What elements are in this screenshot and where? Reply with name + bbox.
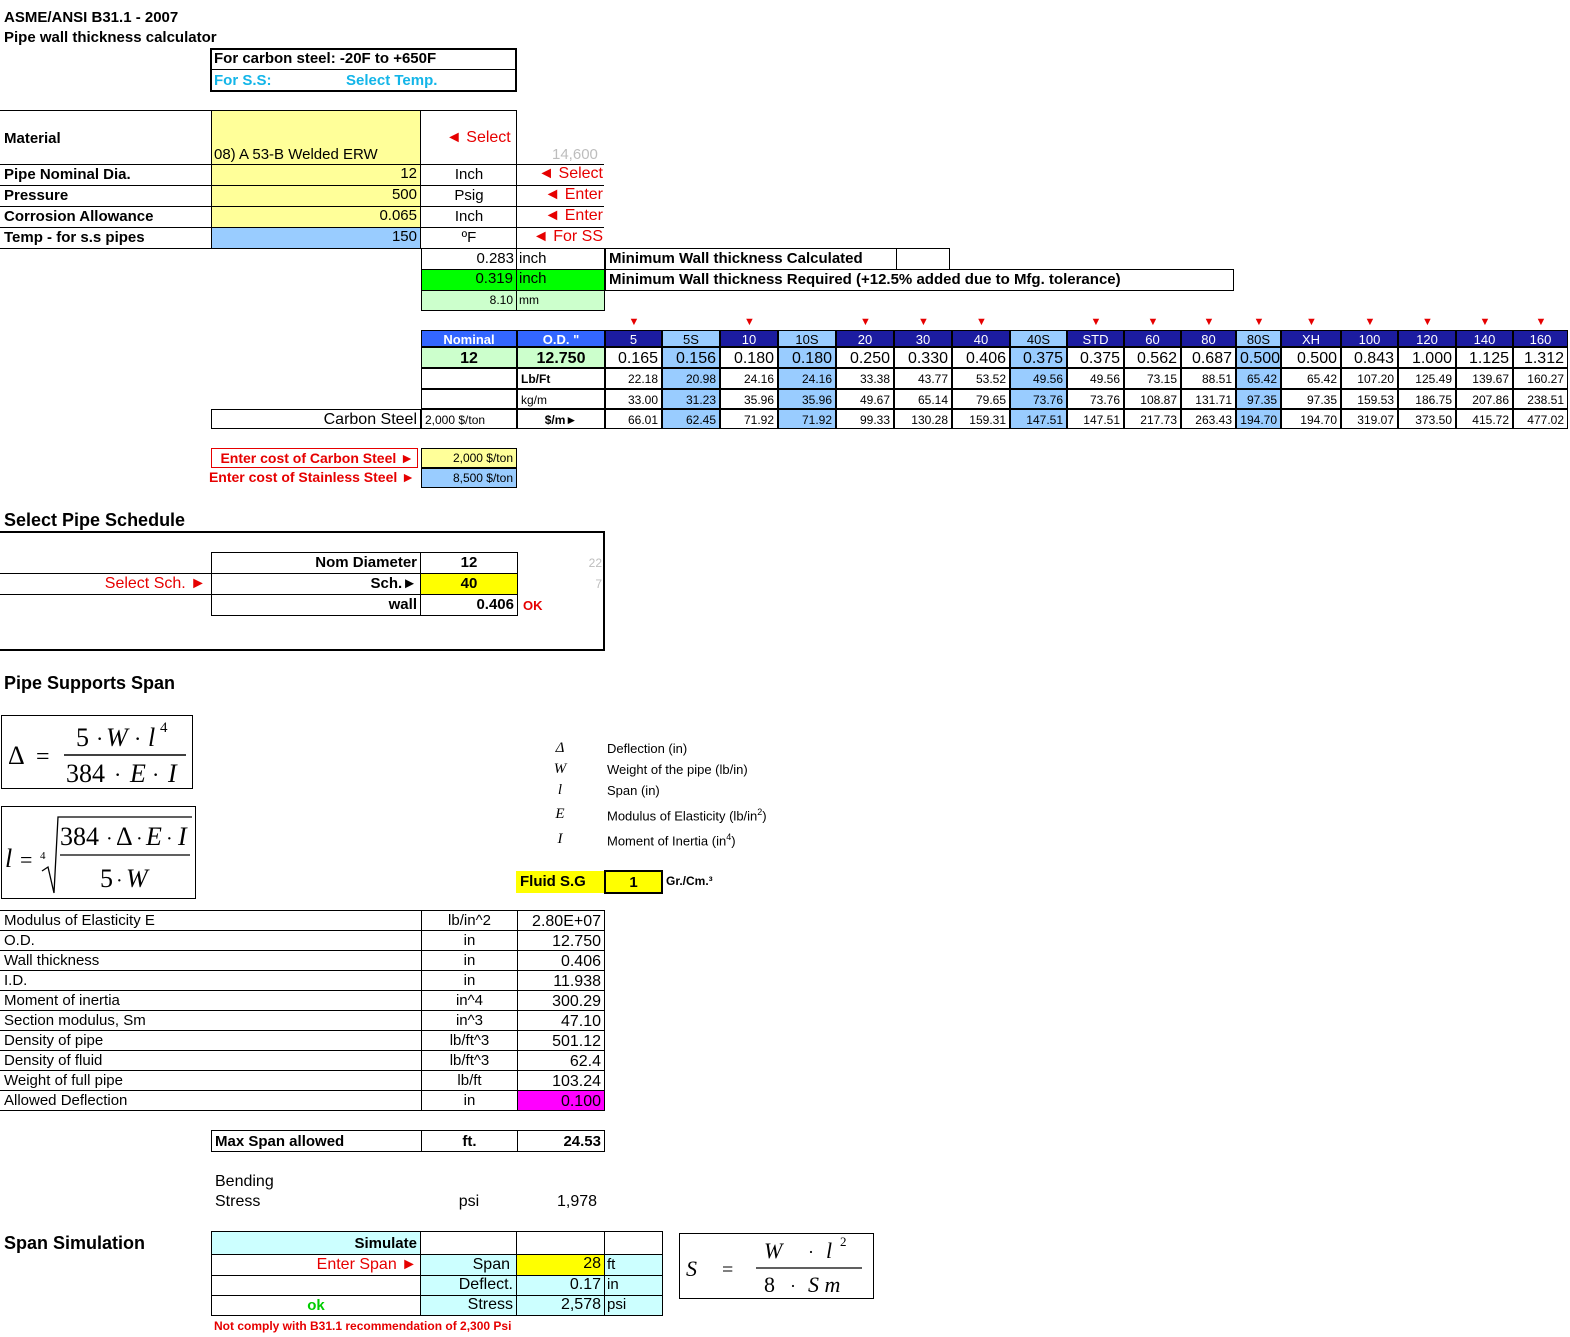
property-label: Allowed Deflection: [4, 1092, 128, 1109]
kgm-cell: 131.71: [1181, 389, 1236, 409]
legend-symbol: Δ: [555, 740, 565, 756]
divider: [212, 1295, 420, 1296]
kgm-cell: 186.75: [1398, 389, 1456, 409]
wall-cell: 0.250: [836, 347, 894, 368]
schedule-marker-icon: ▼: [918, 316, 929, 328]
wall-cell: 1.312: [1513, 347, 1568, 368]
schedule-header-80S: 80S: [1236, 330, 1281, 347]
lbft-cell: 125.49: [1398, 368, 1456, 389]
schedule-marker-icon: ▼: [628, 316, 640, 328]
property-value: 47.10: [517, 1010, 605, 1031]
bending-unit: psi: [458, 1193, 480, 1210]
fluid-sg-label: Fluid S.G: [516, 871, 604, 893]
temp-input[interactable]: 150: [211, 228, 421, 248]
schedule-header-STD: STD: [1067, 330, 1124, 347]
lbft-cell: 65.42: [1281, 368, 1341, 389]
cost-cell: 71.92: [778, 409, 836, 429]
schedule-header-120: 120: [1398, 330, 1456, 347]
legend-description: Deflection (in): [607, 741, 688, 756]
corrosion-enter-hint: ◄ Enter: [544, 207, 603, 224]
property-value[interactable]: 0.100: [517, 1090, 605, 1111]
empty-cell: [421, 368, 517, 389]
pressure-label: Pressure: [4, 187, 69, 204]
dia-unit: Inch: [454, 166, 484, 183]
max-span-value: 24.53: [517, 1130, 605, 1152]
legend-symbol: E: [555, 806, 565, 822]
schedule-marker-icon: ▼: [976, 316, 987, 328]
sch-select[interactable]: 40: [421, 574, 517, 594]
cost-cell: 373.50: [1398, 409, 1456, 429]
cost-cell: 147.51: [1067, 409, 1124, 429]
svg-text:·: ·: [116, 870, 123, 892]
wall-cell: 0.375: [1010, 347, 1067, 368]
divider: [604, 1232, 605, 1254]
kgm-cell: 49.67: [836, 389, 894, 409]
wall-label: wall: [388, 596, 417, 613]
corrosion-input[interactable]: 0.065: [211, 207, 421, 227]
max-span-label: Max Span allowed: [211, 1130, 422, 1152]
select-schedule-heading: Select Pipe Schedule: [4, 510, 186, 530]
sch-label: Sch.►: [370, 575, 417, 592]
wall-cell: 0.165: [605, 347, 662, 368]
cost-cell: 147.51: [1010, 409, 1067, 429]
sim-span-input[interactable]: 28: [517, 1255, 604, 1275]
min-wall-mm-unit: mm: [517, 291, 604, 310]
schedule-marker-icon: ▼: [744, 316, 755, 328]
wall-cell: 0.330: [894, 347, 952, 368]
cost-cell: 194.70: [1281, 409, 1341, 429]
divider: [212, 69, 515, 70]
divider: [0, 594, 518, 595]
divider: [516, 165, 517, 248]
schedule-header-60: 60: [1124, 330, 1181, 347]
wall-cell: 0.180: [778, 347, 836, 368]
svg-text:·: ·: [96, 726, 104, 751]
cost-rate: 2,000 $/ton: [421, 409, 517, 429]
kgm-cell: 65.14: [894, 389, 952, 409]
pressure-unit: Psig: [454, 187, 484, 204]
schedule-header-40S: 40S: [1010, 330, 1067, 347]
temp-label: Temp - for s.s pipes: [4, 229, 145, 246]
property-value: 501.12: [517, 1030, 605, 1051]
cost-cell: 66.01: [605, 409, 662, 429]
legend-description: Weight of the pipe (lb/in): [607, 762, 748, 777]
empty-cell: [896, 248, 950, 270]
min-wall-calc-unit: inch: [519, 250, 547, 267]
sim-stress-label: Stress: [467, 1296, 513, 1313]
svg-text:Δ: Δ: [8, 741, 25, 770]
ss-temp-select[interactable]: Select Temp.: [346, 72, 438, 89]
bending-label-2: Stress: [215, 1193, 261, 1210]
nominal-value: 12: [421, 347, 517, 368]
property-unit: lb/in^2: [421, 910, 517, 931]
property-label: Modulus of Elasticity E: [4, 912, 155, 929]
lbft-cell: 73.15: [1124, 368, 1181, 389]
kgm-label: kg/m: [517, 389, 605, 409]
svg-text:·: ·: [106, 828, 113, 850]
sim-warning: Not comply with B31.1 recommendation of 2,300 Psi: [214, 1319, 512, 1333]
property-value: 2.80E+07: [517, 910, 605, 931]
sim-stress-unit: psi: [607, 1296, 627, 1313]
deflection-formula-svg: [2, 716, 194, 790]
kgm-cell: 207.86: [1456, 389, 1513, 409]
cost-cell: 62.45: [662, 409, 720, 429]
ss-label: For S.S:: [214, 72, 272, 89]
wall-value: 0.406: [476, 596, 514, 613]
schedule-marker-icon: ▼: [1253, 316, 1265, 328]
svg-text:E: E: [130, 759, 146, 788]
min-wall-mm-value: 8.10: [422, 291, 516, 310]
bending-value: 1,978: [557, 1193, 598, 1210]
property-label: Section modulus, Sm: [4, 1012, 146, 1029]
simulate-label: Simulate: [354, 1235, 417, 1252]
cost-cell: 130.28: [894, 409, 952, 429]
od-value: 12.750: [517, 347, 605, 368]
wall-cell: 0.406: [952, 347, 1010, 368]
lbft-cell: 24.16: [778, 368, 836, 389]
lbft-cell: 33.38: [836, 368, 894, 389]
schedule-marker-icon: ▼: [1306, 316, 1317, 328]
property-unit: in^4: [421, 990, 517, 1011]
dia-select-hint: ◄ Select: [538, 165, 603, 182]
property-unit: in^3: [421, 1010, 517, 1031]
property-value: 11.938: [517, 970, 605, 991]
min-wall-req-label: Minimum Wall thickness Required (+12.5% added due to Mfg. tolerance): [605, 269, 1234, 291]
divider: [516, 111, 517, 164]
schedule-header-140: 140: [1456, 330, 1513, 347]
fluid-sg-unit: Gr./Cm.³: [666, 874, 713, 888]
page-title: ASME/ANSI B31.1 - 2007: [4, 9, 179, 26]
legend-description: Modulus of Elasticity $(lb/in^2)$: [607, 807, 767, 824]
temp-for-ss-hint: ◄ For SS: [532, 228, 603, 245]
min-wall-calc-label: Minimum Wall thickness Calculated: [605, 248, 897, 270]
dia-input[interactable]: 12: [211, 165, 421, 185]
svg-text:4: 4: [160, 720, 168, 736]
schedule-header-10S: 10S: [778, 330, 836, 347]
lbft-cell: 49.56: [1067, 368, 1124, 389]
corrosion-label: Corrosion Allowance: [4, 208, 154, 225]
property-value: 103.24: [517, 1070, 605, 1091]
property-value: 62.4: [517, 1050, 605, 1071]
schedule-marker-icon: ▼: [1479, 316, 1491, 328]
kgm-cell: 31.23: [662, 389, 720, 409]
sim-deflect-label: Deflect.: [458, 1276, 513, 1293]
svg-text:5: 5: [100, 864, 113, 893]
lbft-cell: 65.42: [1236, 368, 1281, 389]
empty-cell: [421, 1232, 516, 1254]
cost-cell: 263.43: [1181, 409, 1236, 429]
divider: [212, 1275, 420, 1276]
property-label: Weight of full pipe: [4, 1072, 123, 1089]
schedule-header-XH: XH: [1281, 330, 1341, 347]
svg-text:l: l: [5, 844, 13, 873]
schedule-header-40: 40: [952, 330, 1010, 347]
svg-text:E: E: [146, 822, 162, 851]
span-formula: [1, 806, 196, 899]
cs-cost-input[interactable]: 2,000 $/ton: [421, 448, 517, 468]
fluid-sg-input[interactable]: 1: [604, 870, 663, 894]
span-formula-svg: [2, 807, 197, 900]
legend-symbol: l: [557, 782, 563, 798]
dia-label: Pipe Nominal Dia.: [4, 166, 131, 183]
svg-text:=: =: [20, 847, 33, 872]
sim-stress-value: 2,578: [560, 1296, 601, 1313]
kgm-cell: 238.51: [1513, 389, 1568, 409]
lbft-cell: 24.16: [720, 368, 778, 389]
stress-formula: [679, 1233, 874, 1299]
property-unit: lb/ft^3: [421, 1050, 517, 1071]
property-unit: in: [421, 930, 517, 951]
bending-label-1: Bending: [215, 1173, 274, 1190]
lbft-cell: 53.52: [952, 368, 1010, 389]
empty-cell: [421, 389, 517, 409]
property-unit: lb/ft^3: [421, 1030, 517, 1051]
empty-cell: [517, 1232, 663, 1254]
kgm-cell: 33.00: [605, 389, 662, 409]
svg-text:S m: S m: [808, 1272, 841, 1297]
svg-text:4: 4: [40, 850, 46, 862]
cost-cell: 99.33: [836, 409, 894, 429]
svg-text:·: ·: [808, 1242, 814, 1262]
property-unit: lb/ft: [421, 1070, 517, 1091]
schedule-header-5: 5: [605, 330, 662, 347]
svg-text:=: =: [36, 744, 50, 770]
property-unit: in: [421, 970, 517, 991]
schedule-header-80: 80: [1181, 330, 1236, 347]
pressure-enter-hint: ◄ Enter: [544, 186, 603, 203]
svg-text:·: ·: [136, 828, 143, 850]
kgm-cell: 73.76: [1010, 389, 1067, 409]
svg-text:8: 8: [764, 1272, 775, 1297]
ss-cost-label: Enter cost of Stainless Steel ►: [208, 469, 415, 485]
schedule-header-30: 30: [894, 330, 952, 347]
kgm-cell: 108.87: [1124, 389, 1181, 409]
sim-deflect-unit: in: [607, 1276, 619, 1293]
kgm-cell: 97.35: [1236, 389, 1281, 409]
property-label: O.D.: [4, 932, 35, 949]
kgm-cell: 73.76: [1067, 389, 1124, 409]
svg-text:384: 384: [66, 759, 105, 788]
schedule-marker-icon: ▼: [1364, 316, 1376, 328]
lbft-cell: 88.51: [1181, 368, 1236, 389]
schedule-header-5S: 5S: [662, 330, 720, 347]
min-wall-req-unit: inch: [517, 270, 604, 290]
material-select-hint: ◄ Select: [446, 129, 511, 146]
lbft-cell: 22.18: [605, 368, 662, 389]
property-label: Density of pipe: [4, 1032, 104, 1049]
lbft-cell: 160.27: [1513, 368, 1568, 389]
property-label: Wall thickness: [4, 952, 100, 969]
wall-cell: 0.156: [662, 347, 720, 368]
nom-aux-value: 22: [588, 556, 602, 570]
svg-text:·: ·: [152, 762, 160, 787]
temp-unit: ºF: [461, 229, 477, 246]
schedule-header-10: 10: [720, 330, 778, 347]
wall-cell: 0.843: [1341, 347, 1398, 368]
property-unit: in: [421, 1090, 517, 1111]
svg-text:·: ·: [790, 1276, 796, 1296]
lbft-cell: 107.20: [1341, 368, 1398, 389]
svg-text:I: I: [168, 759, 177, 788]
min-wall-calc-value: 0.283: [476, 250, 514, 267]
select-sch-hint: Select Sch. ►: [104, 575, 206, 592]
svg-text:W: W: [126, 864, 148, 893]
schedule-marker-icon: ▼: [1422, 316, 1433, 328]
schedule-header-100: 100: [1341, 330, 1398, 347]
lbft-cell: 49.56: [1010, 368, 1067, 389]
pressure-input[interactable]: 500: [211, 186, 421, 206]
svg-text:W: W: [106, 723, 128, 752]
cost-cell: 194.70: [1236, 409, 1281, 429]
wall-cell: 0.687: [1181, 347, 1236, 368]
legend-description: Span (in): [607, 783, 660, 798]
property-label: Density of fluid: [4, 1052, 103, 1069]
stress-formula-svg: [680, 1234, 875, 1300]
schedule-marker-icon: ▼: [1090, 316, 1102, 328]
allowable-stress: 14,600: [552, 146, 598, 163]
lbft-label: Lb/Ft: [517, 368, 605, 389]
nom-diameter-label: Nom Diameter: [315, 554, 417, 571]
sch-aux-value: 7: [595, 577, 602, 591]
schedule-header-20: 20: [836, 330, 894, 347]
corrosion-unit: Inch: [454, 208, 484, 225]
carbon-steel-label: Carbon Steel: [211, 409, 421, 429]
wall-cell: 0.500: [1281, 347, 1341, 368]
deflection-formula: [1, 715, 193, 789]
nom-diameter-value: 12: [460, 554, 478, 571]
page-subtitle: Pipe wall thickness calculator: [4, 29, 217, 46]
wall-cell: 1.125: [1456, 347, 1513, 368]
schedule-header-160: 160: [1513, 330, 1568, 347]
min-wall-req-value: 0.319: [422, 270, 516, 290]
svg-text:·: ·: [166, 828, 173, 850]
sim-deflect-value: 0.17: [569, 1276, 601, 1293]
cs-cost-label: Enter cost of Carbon Steel ►: [211, 448, 418, 468]
kgm-cell: 79.65: [952, 389, 1010, 409]
kgm-cell: 97.35: [1281, 389, 1341, 409]
enter-span-hint: Enter Span ►: [316, 1256, 417, 1273]
lbft-cell: 139.67: [1456, 368, 1513, 389]
schedule-marker-icon: ▼: [1535, 316, 1547, 328]
property-unit: in: [421, 950, 517, 971]
od-header: O.D. ": [517, 330, 605, 347]
svg-text:5: 5: [76, 723, 89, 752]
property-label: I.D.: [4, 972, 28, 989]
wall-cell: 1.000: [1398, 347, 1456, 368]
wall-status: OK: [523, 598, 543, 613]
material-label: Material: [4, 130, 61, 147]
carbon-steel-temp-range: For carbon steel: -20F to +650F: [214, 50, 437, 67]
material-select[interactable]: 08) A 53-B Welded ERW: [214, 146, 378, 163]
cost-unit: $/m►: [517, 409, 605, 429]
wall-cell: 0.500: [1236, 347, 1281, 368]
wall-cell: 0.375: [1067, 347, 1124, 368]
legend-description: Moment of Inertia $(in^4)$: [607, 832, 736, 849]
sim-status: ok: [307, 1297, 325, 1314]
property-label: Moment of inertia: [4, 992, 120, 1009]
svg-text:l: l: [826, 1238, 833, 1263]
property-value: 12.750: [517, 930, 605, 951]
svg-text:S: S: [686, 1256, 697, 1281]
max-span-unit: ft.: [421, 1130, 518, 1152]
simulation-heading: Span Simulation: [4, 1233, 146, 1253]
cost-cell: 477.02: [1513, 409, 1568, 429]
legend-symbol: W: [553, 761, 567, 777]
cost-cell: 319.07: [1341, 409, 1398, 429]
supports-heading: Pipe Supports Span: [4, 673, 176, 693]
svg-text:I: I: [178, 822, 187, 851]
kgm-cell: 159.53: [1341, 389, 1398, 409]
svg-text:·: ·: [114, 762, 122, 787]
cost-cell: 71.92: [720, 409, 778, 429]
sim-span-unit: ft: [607, 1256, 616, 1273]
nominal-header: Nominal: [421, 330, 517, 347]
wall-cell: 0.180: [720, 347, 778, 368]
ss-cost-input[interactable]: 8,500 $/ton: [421, 468, 517, 488]
schedule-marker-icon: ▼: [860, 316, 871, 328]
svg-text:W: W: [764, 1238, 783, 1263]
kgm-cell: 35.96: [778, 389, 836, 409]
sim-span-label: Span: [472, 1256, 510, 1273]
schedule-marker-icon: ▼: [1203, 316, 1215, 328]
svg-text:2: 2: [840, 1234, 847, 1249]
cost-cell: 415.72: [1456, 409, 1513, 429]
kgm-cell: 35.96: [720, 389, 778, 409]
lbft-cell: 20.98: [662, 368, 720, 389]
wall-cell: 0.562: [1124, 347, 1181, 368]
svg-text:Δ: Δ: [116, 822, 133, 851]
lbft-cell: 43.77: [894, 368, 952, 389]
svg-text:384: 384: [60, 822, 99, 851]
cost-cell: 217.73: [1124, 409, 1181, 429]
svg-text:=: =: [722, 1259, 734, 1281]
cost-cell: 159.31: [952, 409, 1010, 429]
svg-text:l: l: [148, 723, 156, 752]
legend-symbol: I: [557, 831, 563, 847]
svg-text:·: ·: [134, 726, 142, 751]
schedule-marker-icon: ▼: [1147, 316, 1159, 328]
property-value: 0.406: [517, 950, 605, 971]
property-value: 300.29: [517, 990, 605, 1011]
